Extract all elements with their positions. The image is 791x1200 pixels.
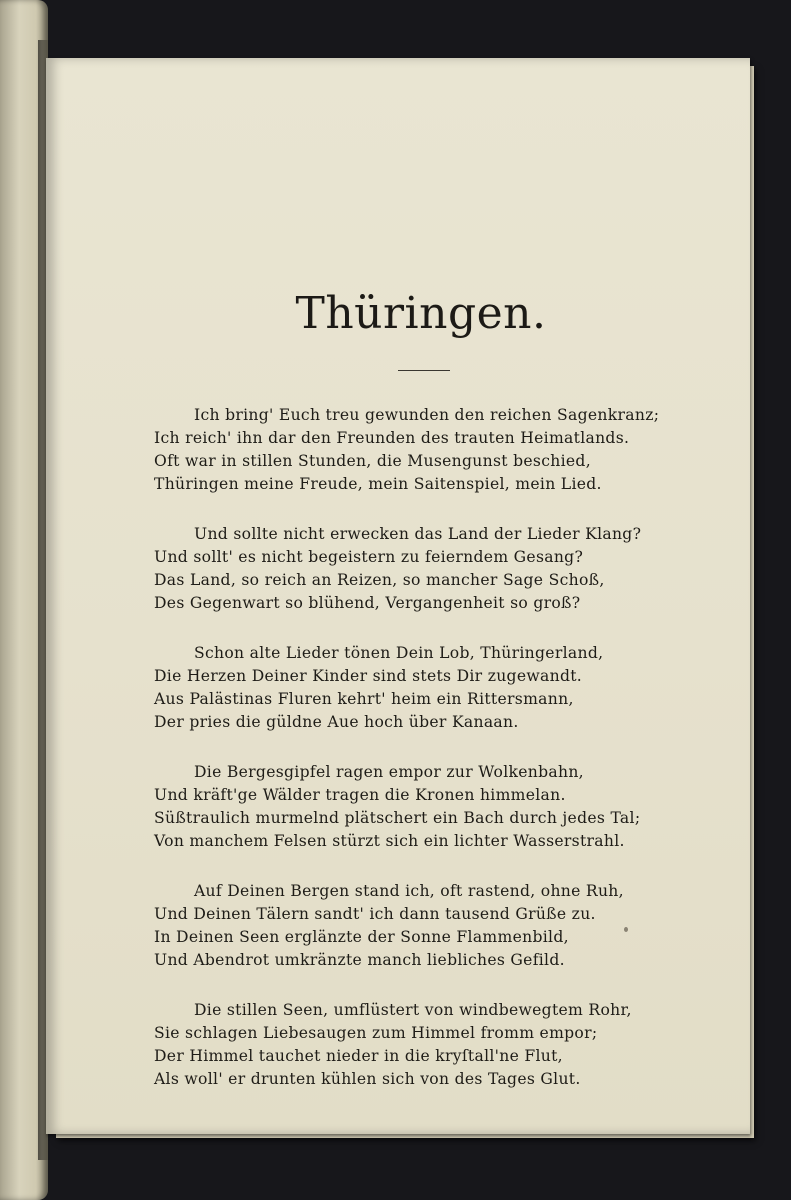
- poem-line: Ich reich' ihn dar den Freunden des trauten Heimatlands.: [154, 429, 630, 447]
- poem-line: Und Deinen Tälern sandt' ich dann tausend Grüße zu.: [154, 905, 596, 923]
- poem-line: Thüringen meine Freude, mein Saitenspiel, mein Lied.: [154, 475, 602, 493]
- poem-line: Und sollt' es nicht begeistern zu feierndem Gesang?: [154, 548, 584, 566]
- stanza: [154, 999, 654, 1091]
- poem-line: Die Herzen Deiner Kinder sind stets Dir zugewandt.: [154, 667, 583, 685]
- poem-line: Schon alte Lieder tönen Dein Lob, Thüringerland,: [194, 644, 604, 662]
- poem-line: Die Bergesgipfel ragen empor zur Wolkenbahn,: [194, 763, 584, 781]
- poem-line: Des Gegenwart so blühend, Vergangenheit so groß?: [154, 594, 581, 612]
- poem-line: Die stillen Seen, umflüstert von windbewegtem Rohr,: [194, 1001, 632, 1019]
- stanza: [154, 880, 654, 972]
- page-title: Thüringen.: [295, 288, 547, 339]
- poem-line: Sie schlagen Liebesaugen zum Himmel fromm empor;: [154, 1024, 598, 1042]
- poem-line: Und kräft'ge Wälder tragen die Kronen himmelan.: [154, 786, 566, 804]
- stanza: [154, 761, 654, 853]
- poem-line: Von manchem Felsen stürzt sich ein lichter Wasserstrahl.: [154, 832, 625, 850]
- poem-line: Auf Deinen Bergen stand ich, oft rastend, ohne Ruh,: [194, 882, 624, 900]
- poem-line: Ich bring' Euch treu gewunden den reichen Sagenkranz;: [194, 406, 660, 424]
- stanza: [154, 523, 654, 615]
- poem-line: Als woll' er drunten kühlen sich von des Tages Glut.: [154, 1070, 581, 1088]
- poem-line: Oft war in stillen Stunden, die Musengunst beschied,: [154, 452, 591, 470]
- paper-speck: [624, 927, 628, 932]
- poem-line: Der pries die güldne Aue hoch über Kanaan.: [154, 713, 519, 731]
- poem-line: Süßtraulich murmelnd plätschert ein Bach durch jedes Tal;: [154, 809, 641, 827]
- stanza: [154, 404, 660, 496]
- book-page: [46, 58, 750, 1134]
- title-divider: [398, 370, 450, 371]
- poem-line: Und sollte nicht erwecken das Land der Lieder Klang?: [194, 525, 642, 543]
- poem-line: Das Land, so reich an Reizen, so mancher Sage Schoß,: [154, 571, 605, 589]
- stanza: [154, 642, 654, 734]
- poem: [154, 404, 660, 1118]
- poem-line: Aus Palästinas Fluren kehrt' heim ein Rittersmann,: [154, 690, 574, 708]
- poem-line: In Deinen Seen erglänzte der Sonne Flammenbild,: [154, 928, 569, 946]
- poem-line: Und Abendrot umkränzte manch liebliches Gefild.: [154, 951, 565, 969]
- poem-line: Der Himmel tauchet nieder in die kryſtall'ne Flut,: [154, 1047, 563, 1065]
